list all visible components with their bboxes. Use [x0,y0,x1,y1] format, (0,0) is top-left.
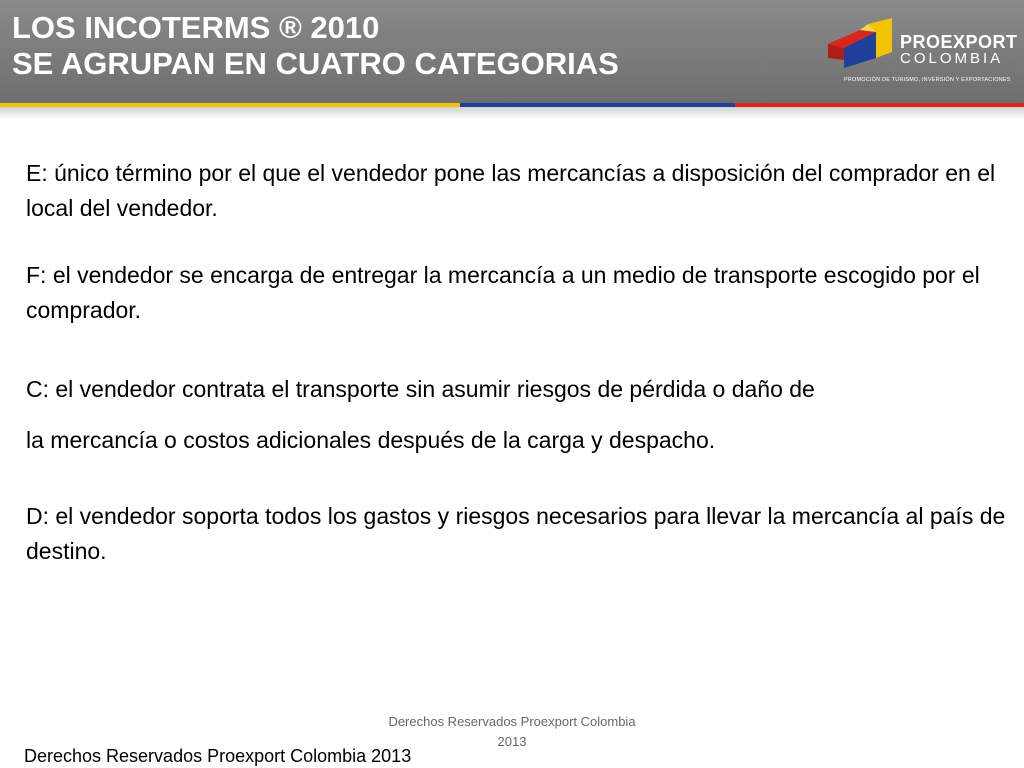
footer-copyright-small-line-2: 2013 [497,734,527,749]
category-c-text-line-2: la mercancía o costos adicionales después de la carga y despacho. [26,427,716,453]
slide-title-line-2: SE AGRUPAN EN CUATRO CATEGORIAS [12,46,619,81]
header-bar [0,0,1024,103]
logo-brand-text: PROEXPORT [900,32,1018,52]
category-e-text: E: único término por el que el vendedor pone las mercancías a disposición del comprador en el local del vendedor. [26,160,996,221]
footer-copyright-small-line-1: Derechos Reservados Proexport Colombia [388,714,636,729]
logo-country-text: COLOMBIA [900,50,1004,67]
proexport-logo [826,14,1018,88]
category-d-text: D: el vendedor soporta todos los gastos y riesgos necesarios para llevar la mercancía al país de destino. [26,503,1006,564]
category-f-text: F: el vendedor se encarga de entregar la mercancía a un medio de transporte escogido por el comprador. [26,262,980,323]
logo-tagline: PROMOCIÓN DE TURISMO, INVERSIÓN Y EXPORTACIONES [844,77,1011,83]
footer-copyright: Derechos Reservados Proexport Colombia 2013 [24,746,412,766]
header-shadow [0,107,1024,119]
category-c-text-line-1: C: el vendedor contrata el transporte sin asumir riesgos de pérdida o daño de [26,376,815,402]
slide-title [12,10,619,82]
proexport-logo-icon [826,18,898,74]
slide-title-line-1: LOS INCOTERMS ® 2010 [12,10,380,45]
